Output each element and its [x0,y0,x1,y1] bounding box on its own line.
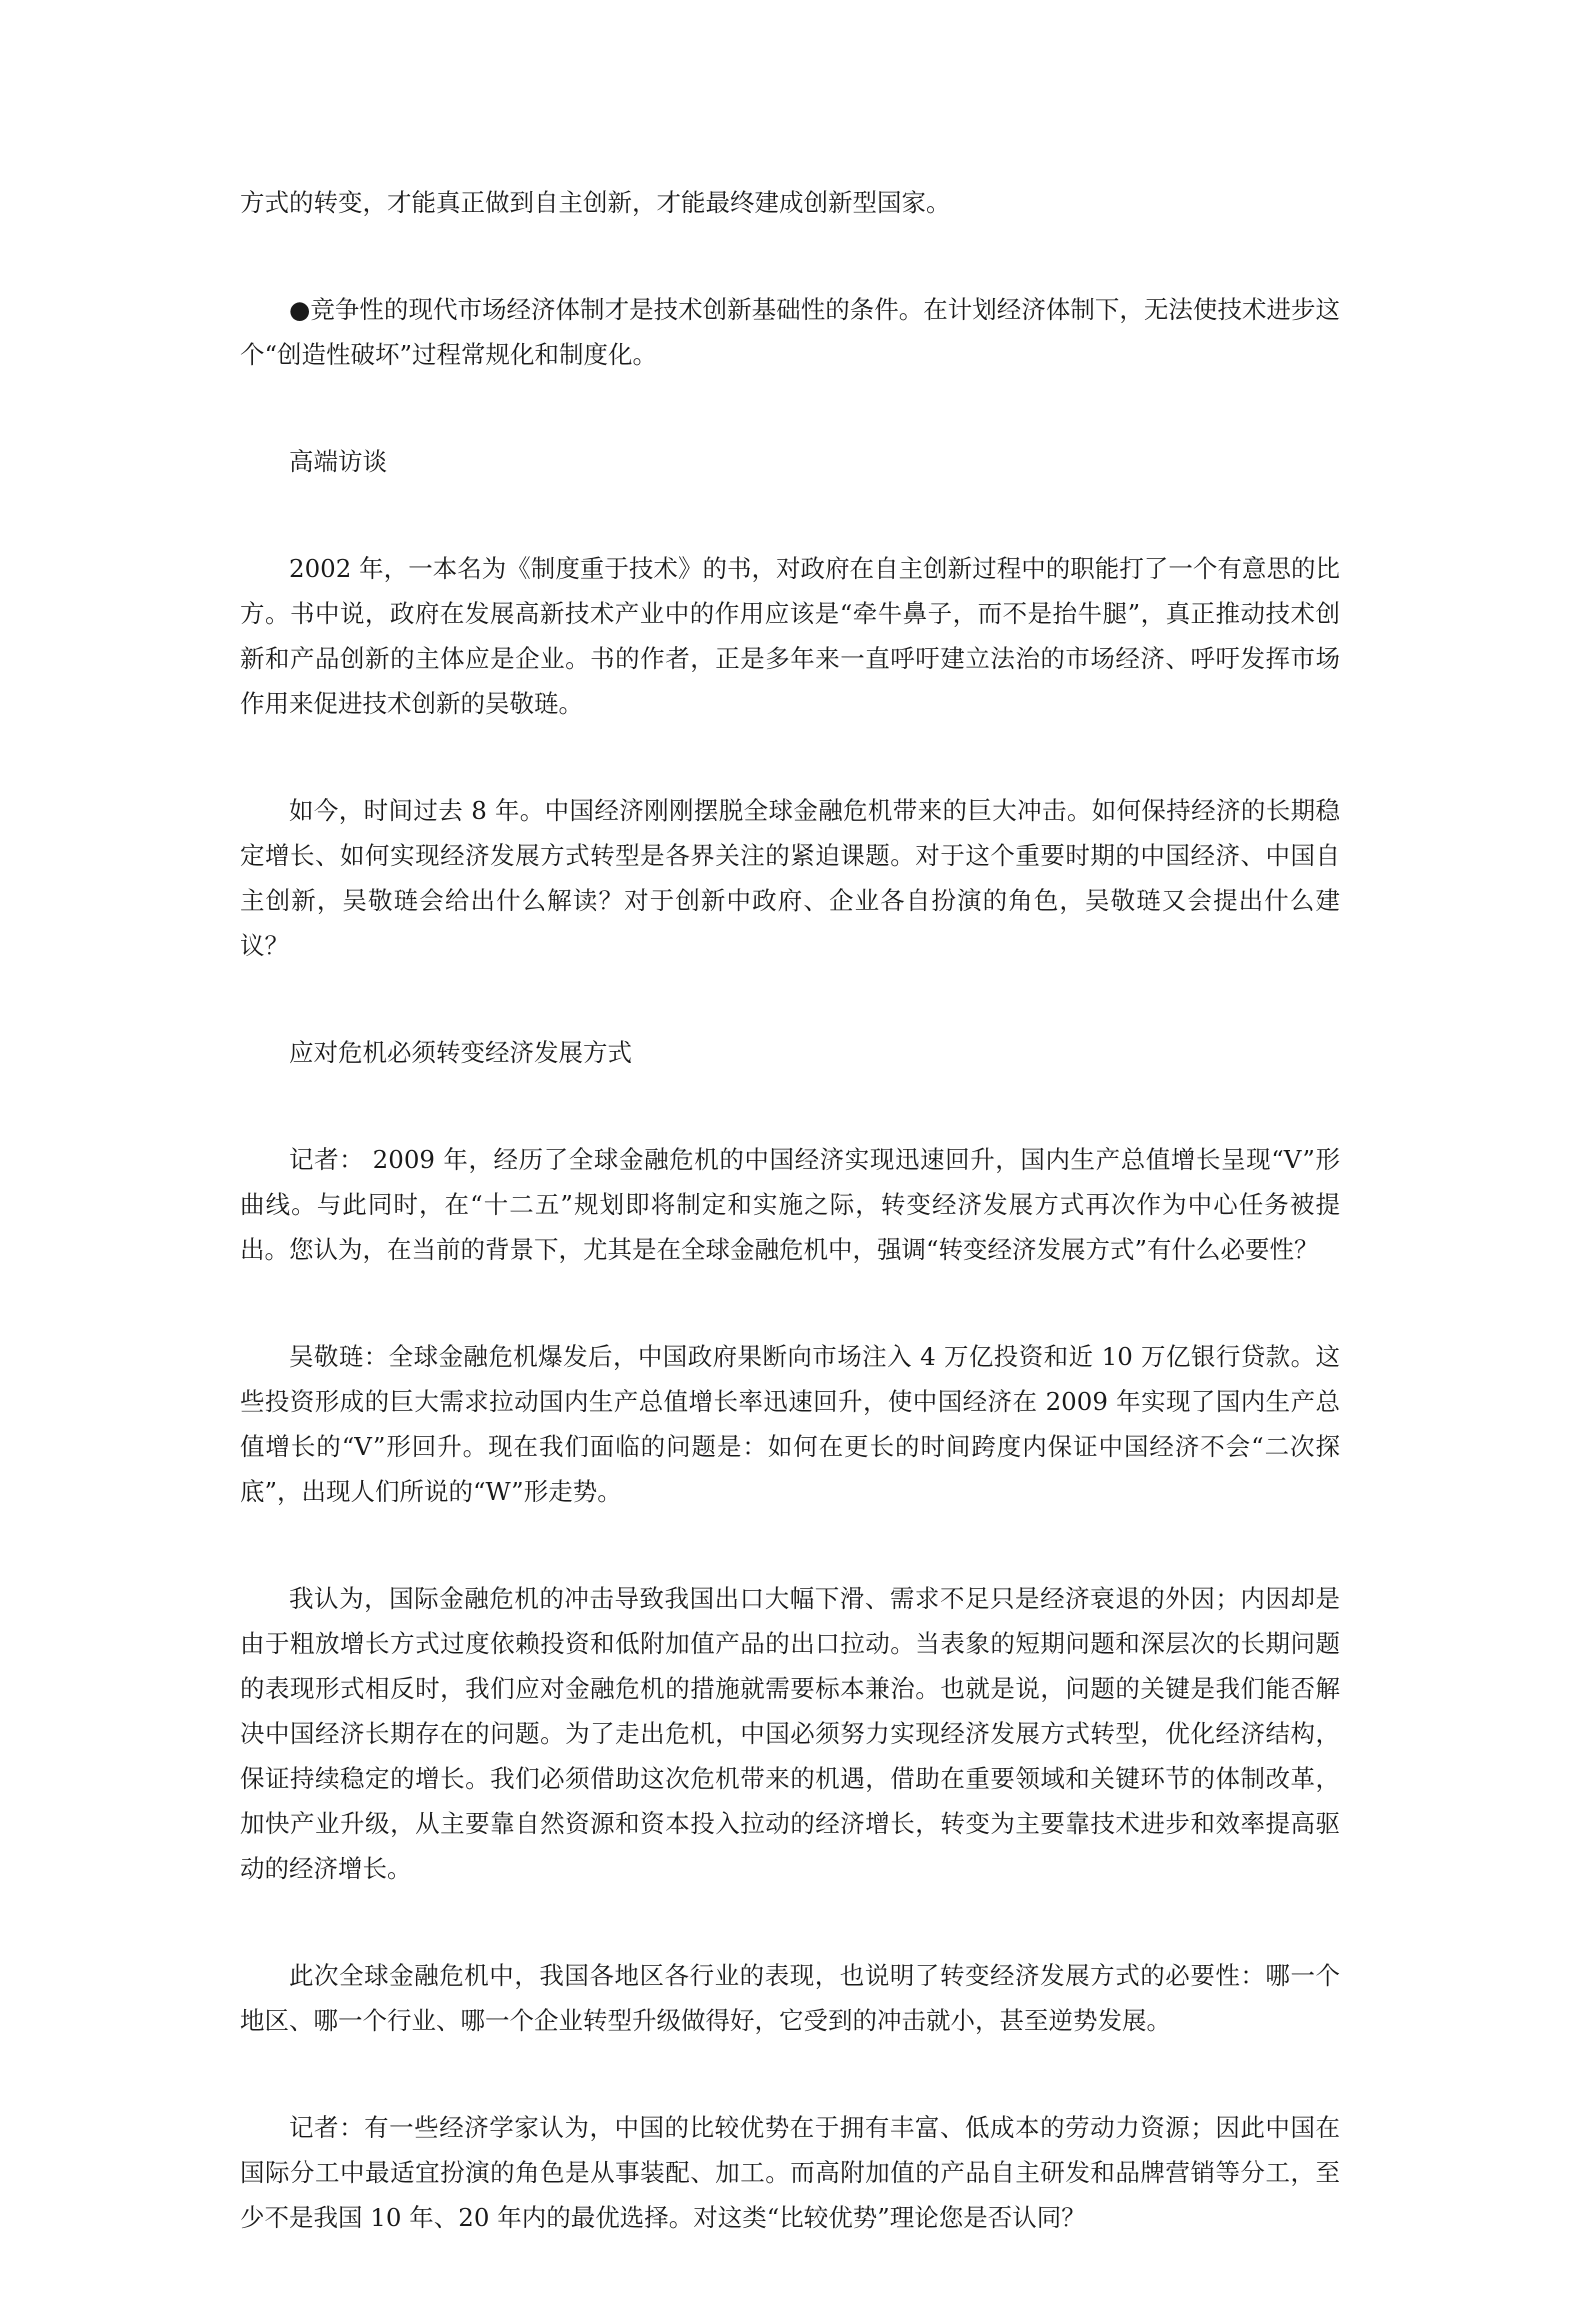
section-heading-interview: 高端访谈 [289,447,387,476]
paragraph-bullet-point: ●竞争性的现代市场经济体制才是技术创新基础性的条件。在计划经济体制下，无法使技术进步这个“创造性破坏”过程常规化和制度化。 [240,295,1340,369]
paragraph-answer-1: 吴敬琏：全球金融危机爆发后，中国政府果断向市场注入 4 万亿投资和近 10 万亿银行贷款。这些投资形成的巨大需求拉动国内生产总值增长率迅速回升，使中国经济在 2009 年实现了国内生产总值增长的“V”形回升。现在我们面临的问题是：如何在更长的时间跨度内保证中国经济不会“二次探底”，出现人们所说的“W”形走势。 [240,1342,1340,1506]
paragraph-continuation: 方式的转变，才能真正做到自主创新，才能最终建成创新型国家。 [240,188,951,217]
section-heading-crisis: 应对危机必须转变经济发展方式 [289,1038,632,1067]
paragraph-question-2: 记者：有一些经济学家认为，中国的比较优势在于拥有丰富、低成本的劳动力资源；因此中国在国际分工中最适宜扮演的角色是从事装配、加工。而高附加值的产品自主研发和品牌营销等分工，至少不是我国 10 年、20 年内的最优选择。对这类“比较优势”理论您是否认同？ [240,2113,1340,2232]
paragraph-intro-book: 2002 年，一本名为《制度重于技术》的书，对政府在自主创新过程中的职能打了一个有意思的比方。书中说，政府在发展高新技术产业中的作用应该是“牵牛鼻子，而不是抬牛腿”，真正推动技术创新和产品创新的主体应是企业。书的作者，正是多年来一直呼吁建立法治的市场经济、呼吁发挥市场作用来促进技术创新的吴敬琏。 [240,554,1340,718]
paragraph-question-1: 记者： 2009 年，经历了全球金融危机的中国经济实现迅速回升，国内生产总值增长呈现“V”形曲线。与此同时，在“十二五”规划即将制定和实施之际，转变经济发展方式再次作为中心任务被提出。您认为，在当前的背景下，尤其是在全球金融危机中，强调“转变经济发展方式”有什么必要性？ [240,1145,1340,1264]
paragraph-answer-3: 此次全球金融危机中，我国各地区各行业的表现，也说明了转变经济发展方式的必要性：哪一个地区、哪一个行业、哪一个企业转型升级做得好，它受到的冲击就小，甚至逆势发展。 [240,1961,1340,2035]
paragraph-answer-2: 我认为，国际金融危机的冲击导致我国出口大幅下滑、需求不足只是经济衰退的外因；内因却是由于粗放增长方式过度依赖投资和低附加值产品的出口拉动。当表象的短期问题和深层次的长期问题的表现形式相反时，我们应对金融危机的措施就需要标本兼治。也就是说，问题的关键是我们能否解决中国经济长期存在的问题。为了走出危机，中国必须努力实现经济发展方式转型，优化经济结构，保证持续稳定的增长。我们必须借助这次危机带来的机遇，借助在重要领域和关键环节的体制改革，加快产业升级，从主要靠自然资源和资本投入拉动的经济增长，转变为主要靠技术进步和效率提高驱动的经济增长。 [240,1584,1340,1883]
article-body [240,180,1340,2302]
paragraph-intro-now: 如今，时间过去 8 年。中国经济刚刚摆脱全球金融危机带来的巨大冲击。如何保持经济的长期稳定增长、如何实现经济发展方式转型是各界关注的紧迫课题。对于这个重要时期的中国经济、中国自主创新，吴敬琏会给出什么解读？对于创新中政府、企业各自扮演的角色，吴敬琏又会提出什么建议？ [240,796,1340,960]
